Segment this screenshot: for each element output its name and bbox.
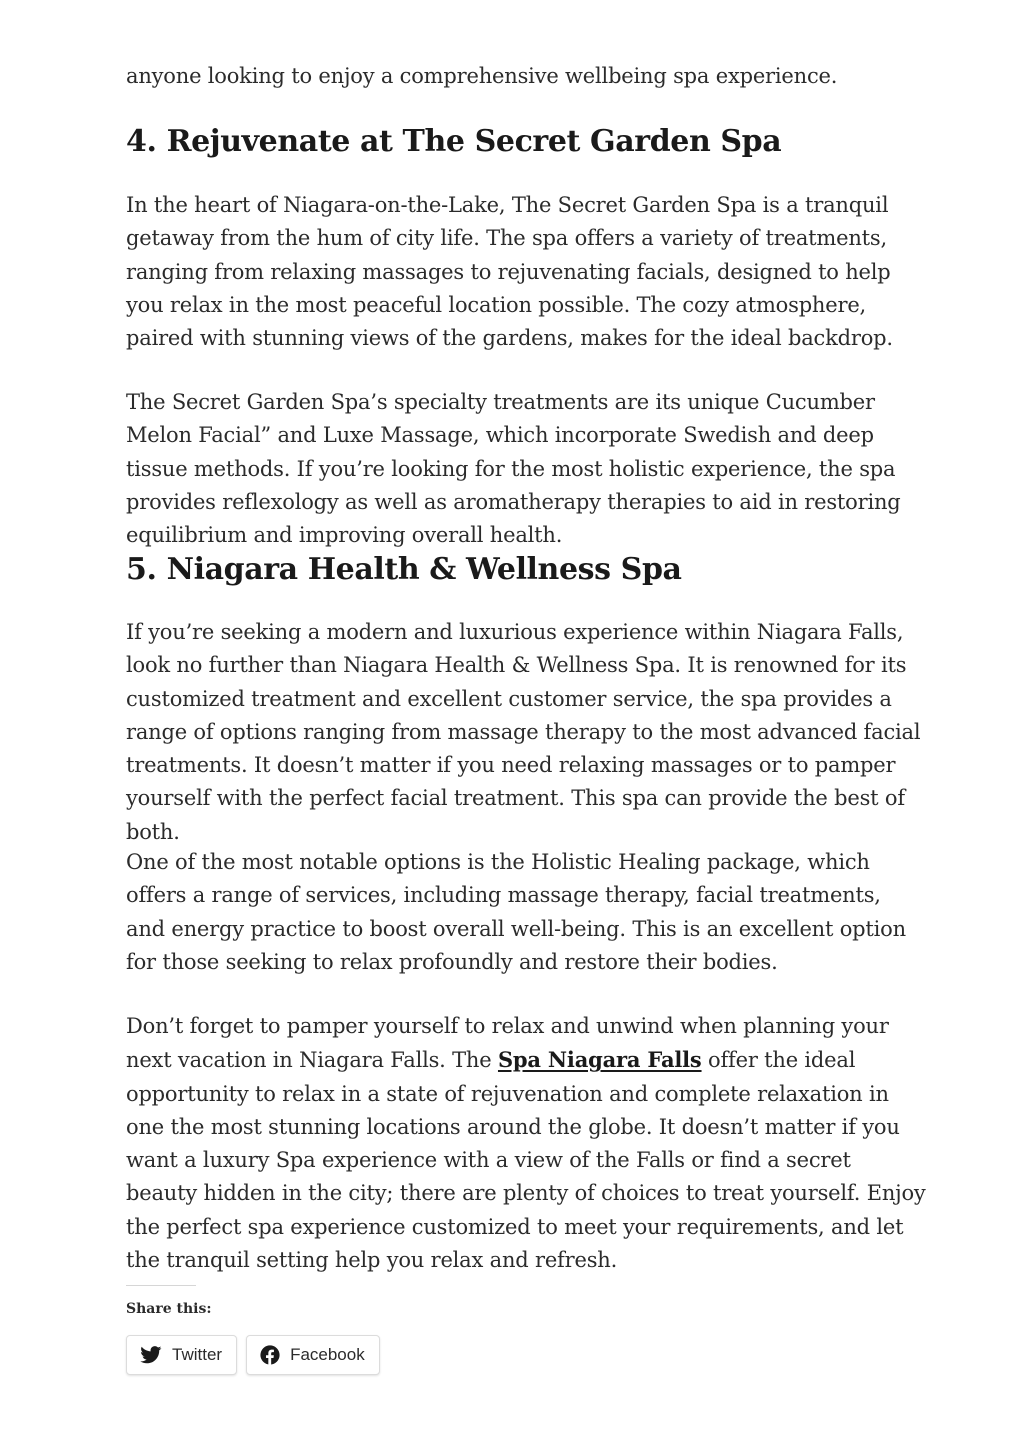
closing-text-after-link: offer the ideal opportunity to relax in a state of rejuvenation and complete relaxation in one the most stunning locations around the globe. It doesn’t matter if you want a luxury Spa experience with a view of the Falls or find a secret beauty hidden in the city; there are plenty of choices to treat yourself. Enjoy the perfect spa experience customized to meet your requirements, and let the tranquil setting help you relax and refresh. — [126, 1048, 926, 1273]
secret-garden-paragraph-1: In the heart of Niagara-on-the-Lake, The Secret Garden Spa is a tranquil getaway from the hum of city life. The spa offers a variety of treatments, ranging from relaxing massages to rejuvenating facials, designed to help you relax in the most peaceful location possible. The cozy atmosphere, paired with stunning views of the gardens, makes for the ideal backdrop. — [126, 193, 893, 351]
closing-paragraph — [126, 1010, 926, 1277]
section-heading-secret-garden: 4. Rejuvenate at The Secret Garden Spa — [126, 124, 782, 159]
share-facebook-button[interactable] — [246, 1335, 380, 1375]
share-divider — [126, 1285, 196, 1286]
section-heading-health-wellness: 5. Niagara Health & Wellness Spa — [126, 552, 682, 587]
intro-paragraph-tail: anyone looking to enjoy a comprehensive wellbeing spa experience. — [126, 64, 838, 88]
secret-garden-paragraph-2: The Secret Garden Spa’s specialty treatments are its unique Cucumber Melon Facial” and Luxe Massage, which incorporate Swedish and deep tissue methods. If you’re looking for the most holistic experience, the spa provides reflexology as well as aromatherapy therapies to aid in restoring equilibrium and improving overall health. — [126, 390, 901, 548]
share-twitter-label: Twitter — [172, 1345, 223, 1364]
health-wellness-paragraph-1: If you’re seeking a modern and luxurious experience within Niagara Falls, look no further than Niagara Health & Wellness Spa. It is renowned for its customized treatment and excellent customer service, the spa provides a range of options ranging from massage therapy to the most advanced facial treatments. It doesn’t matter if you need relaxing massages or to pamper yourself with the perfect facial treatment. This spa can provide the best of both. — [126, 620, 921, 844]
share-buttons — [126, 1335, 380, 1375]
health-wellness-paragraph-2: One of the most notable options is the Holistic Healing package, which offers a range of services, including massage therapy, facial treatments, and energy practice to boost overall well-being. This is an excellent option for those seeking to relax profoundly and restore their bodies. — [126, 850, 906, 974]
facebook-f-icon — [260, 1345, 280, 1365]
twitter-bird-icon — [140, 1346, 162, 1364]
share-twitter-button[interactable] — [126, 1335, 237, 1375]
closing-text-before-link: Don’t forget to pamper yourself to relax and unwind when planning your next vacation in Niagara Falls. The — [126, 1014, 889, 1073]
spa-niagara-falls-link[interactable]: Spa Niagara Falls — [497, 1047, 702, 1073]
share-facebook-label: Facebook — [290, 1345, 365, 1364]
share-label: Share this: — [126, 1301, 212, 1317]
